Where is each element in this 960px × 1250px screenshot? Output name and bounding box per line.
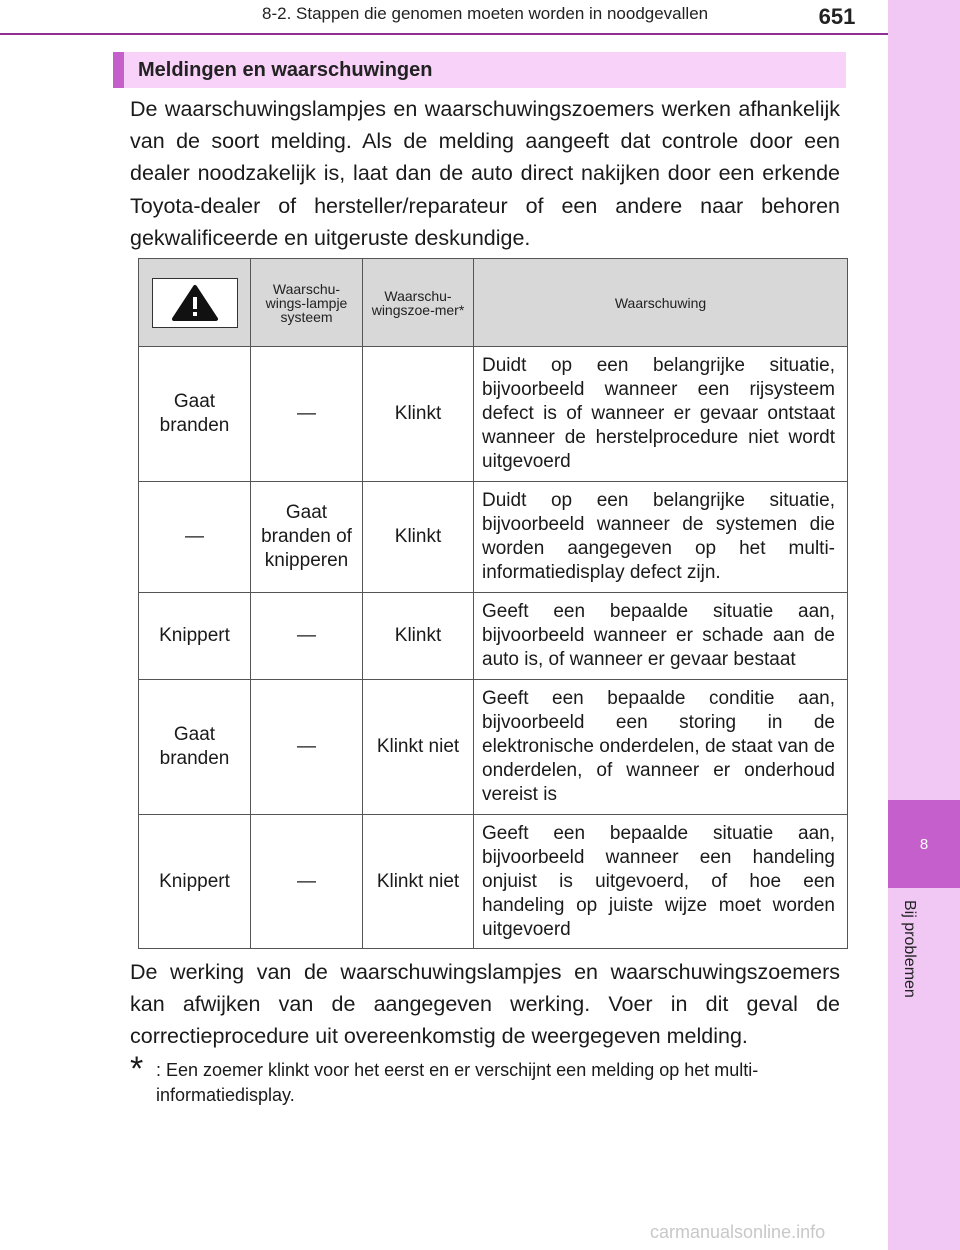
warning-triangle-icon [152,278,238,328]
system-lamp-cell: Gaat branden of knipperen [251,482,363,593]
watermark: carmanualsonline.info [650,1222,826,1242]
system-lamp-cell: — [251,815,363,949]
warning-cell: Geeft een bepaalde conditie aan, bijvoorbeeld een storing in de elektronische onderdelen, de staat van de onderdelen, of wanneer er onderhoud vereist is [474,680,848,815]
chapter-title: Bij problemen [901,900,918,998]
warning-cell: Geeft een bepaalde situatie aan, bijvoorbeeld wanneer een handeling onjuist is uitgevoerd, of hoe een handeling op juiste wijze moet worden uitgevoerd [474,815,848,949]
intro-paragraph: De waarschuwingslampjes en waarschuwingszoemers werken afhankelijk van de soort melding. Als de melding aangeeft dat controle door een dealer noodzakelijk is, laat dan de auto direct nakijken door een erkende Toyota-dealer of hersteller/reparateur of een andere naar behoren gekwalificeerde en uitgeruste deskundige. [130,97,840,250]
warning-table [138,258,848,949]
buzzer-cell: Klinkt [363,347,474,482]
header-buzzer: Waarschu-wingszoe-mer* [363,259,474,347]
table-row [139,680,848,815]
lamp-cell: Knippert [139,593,251,680]
table-header-row [139,259,848,347]
warning-cell: Duidt op een belangrijke situatie, bijvoorbeeld wanneer een rijsysteem defect is of wanneer er gevaar ontstaat wanneer de herstelprocedure niet wordt uitgevoerd [474,347,848,482]
chapter-number: 8 [888,800,960,888]
header-title: 8-2. Stappen die genomen moeten worden in noodgevallen [262,4,709,23]
buzzer-cell: Klinkt [363,593,474,680]
table-row [139,482,848,593]
buzzer-cell: Klinkt niet [363,815,474,949]
page-number: 651 [818,3,856,29]
system-lamp-cell: — [251,680,363,815]
header-lamp-icon-cell [139,259,251,347]
warning-cell: Geeft een bepaalde situatie aan, bijvoorbeeld wanneer er schade aan de auto is, of wanneer er gevaar bestaat [474,593,848,680]
lamp-cell: Gaat branden [139,347,251,482]
table-row [139,593,848,680]
buzzer-cell: Klinkt niet [363,680,474,815]
table-row [139,347,848,482]
warning-cell: Duidt op een belangrijke situatie, bijvoorbeeld wanneer de systemen die worden aangegeven op het multi-informatiedisplay defect zijn. [474,482,848,593]
footnote-text: : Een zoemer klinkt voor het eerst en er verschijnt een melding op het multi-informatiedisplay. [156,1060,759,1105]
system-lamp-cell: — [251,347,363,482]
system-lamp-cell: — [251,593,363,680]
header-system-lamp: Waarschu-wings-lampje systeem [251,259,363,347]
note-paragraph: De werking van de waarschuwingslampjes en waarschuwingszoemers kan afwijken van de aangegeven werking. Voer in dit geval de correctieprocedure uit overeenkomstig de weergegeven melding. [130,960,840,1049]
footnote-mark: * [130,1050,144,1088]
header-warning: Waarschuwing [474,259,848,347]
lamp-cell: Gaat branden [139,680,251,815]
section-heading: Meldingen en waarschuwingen [113,52,846,88]
table-row [139,815,848,949]
header-rule [0,33,888,35]
lamp-cell: Knippert [139,815,251,949]
buzzer-cell: Klinkt [363,482,474,593]
lamp-cell: — [139,482,251,593]
